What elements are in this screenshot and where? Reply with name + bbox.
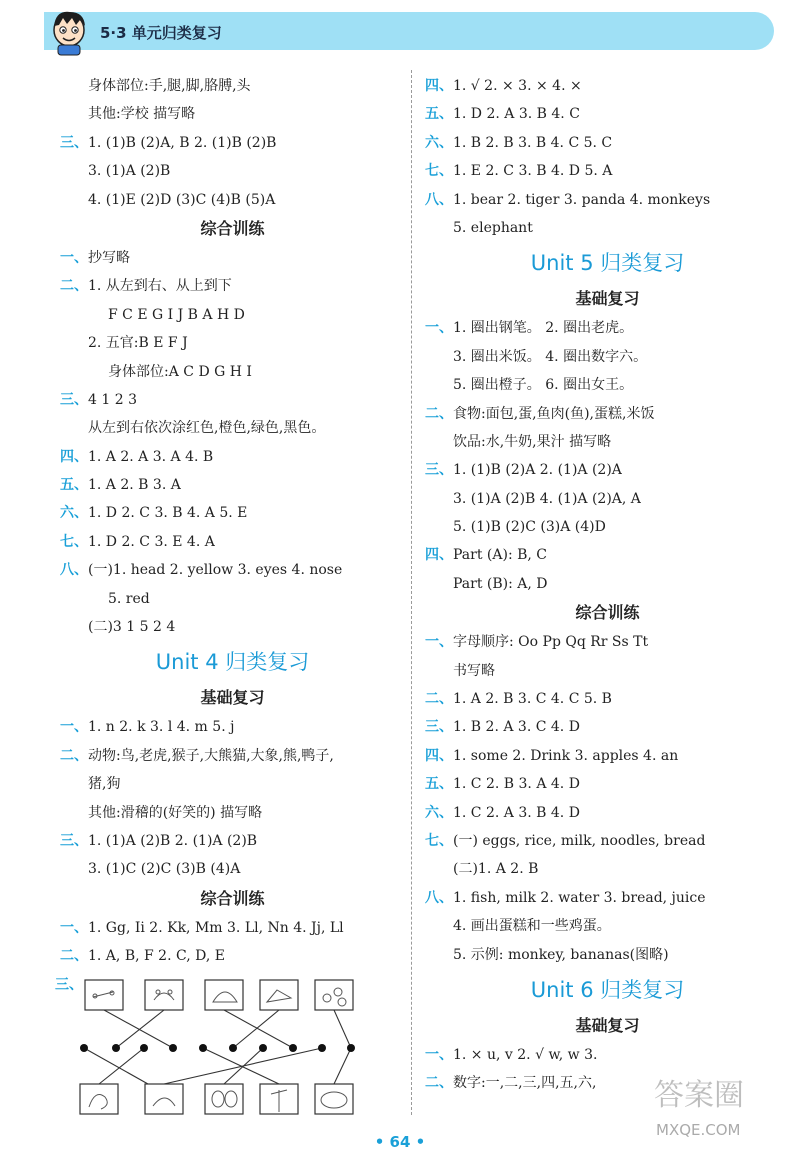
answer-text: 1. some 2. Drink 3. apples 4. an: [453, 747, 679, 764]
answer-text: 1. Gg, Ii 2. Kk, Mm 3. Ll, Nn 4. Jj, Ll: [88, 919, 344, 936]
answer-line: [425, 570, 790, 598]
answer-text: 动物:鸟,老虎,猴子,大熊猫,大象,熊,鸭子,: [88, 747, 334, 764]
question-number: 四、: [60, 448, 88, 465]
question-number: 二、: [60, 948, 88, 965]
answer-text: 1. A 2. B 3. A: [88, 477, 181, 494]
match-dot: [112, 1044, 120, 1052]
answer-text: 1. fish, milk 2. water 3. bread, juice: [453, 889, 706, 906]
answer-line: [425, 485, 790, 513]
answer-text: 抄写略: [88, 249, 130, 266]
answer-line: [425, 912, 790, 940]
question-number: 二、: [425, 1075, 453, 1092]
answer-line: [60, 942, 405, 970]
answer-text: 1. (1)B (2)A 2. (1)A (2)A: [453, 462, 622, 479]
answer-text: 1. 从左到右、从上到下: [88, 278, 232, 295]
answer-line: [60, 329, 405, 357]
question-number: 一、: [425, 634, 453, 651]
answer-text: 2. 五官:B E F J: [88, 335, 188, 352]
question-number: 三、: [60, 391, 88, 408]
answer-text: (二)3 1 5 2 4: [88, 619, 176, 636]
question-number: 八、: [425, 889, 453, 906]
answer-text: (一) eggs, rice, milk, noodles, bread: [453, 832, 706, 849]
question-number: 一、: [60, 919, 88, 936]
question-number: 二、: [425, 691, 453, 708]
answer-text: 5. 示例: monkey, bananas(图略): [453, 946, 669, 963]
match-dot: [199, 1044, 207, 1052]
answer-text: 1. D 2. A 3. B 4. C: [453, 106, 580, 123]
question-number: 五、: [425, 776, 453, 793]
answer-line: [60, 301, 405, 329]
answer-text: 1. D 2. C 3. E 4. A: [88, 533, 215, 550]
page-number: • 64 •: [374, 1133, 426, 1151]
answer-line: [60, 157, 405, 185]
question-number: 二、: [425, 405, 453, 422]
answer-line: [425, 685, 790, 713]
answer-line: [425, 541, 790, 569]
section-title: 综合训练: [200, 888, 265, 908]
answer-text: 书写略: [453, 662, 495, 679]
section-title: 基础复习: [575, 1015, 640, 1035]
answer-line: [425, 855, 790, 883]
answer-text: 5. 圈出橙子。 6. 圈出女王。: [453, 377, 634, 394]
answer-text: F C E G I J B A H D: [108, 306, 245, 323]
answer-text: 5. elephant: [453, 219, 533, 236]
unit-title: Unit 6 归类复习: [530, 977, 685, 1002]
answer-line: [60, 72, 405, 100]
watermark-line1: 答案圈: [654, 1078, 744, 1113]
answer-line: [60, 272, 405, 300]
matching-diagram: [55, 972, 395, 1122]
answer-text: (一)1. head 2. yellow 3. eyes 4. nose: [88, 562, 343, 579]
answer-text: 数字:一,二,三,四,五,六,: [453, 1075, 597, 1092]
page-header: [0, 0, 800, 62]
boy-mascot-icon: [46, 8, 92, 56]
left-column: [60, 72, 405, 971]
answer-text: 1. × u, v 2. √ w, w 3.: [453, 1046, 598, 1063]
answer-line: [60, 914, 405, 942]
answer-text: 3. (1)A (2)B 4. (1)A (2)A, A: [453, 490, 641, 507]
answer-text: 字母顺序: Oo Pp Qq Rr Ss Tt: [453, 634, 649, 651]
answer-line: [425, 371, 790, 399]
picture-box: [145, 1084, 183, 1114]
answer-text: 身体部位:手,腿,脚,胳膊,头: [88, 78, 251, 94]
picture-box: [145, 980, 183, 1010]
question-number: 一、: [60, 249, 88, 266]
match-dot: [140, 1044, 148, 1052]
answer-line: [425, 343, 790, 371]
question-number: 三、: [60, 832, 88, 849]
answer-text: Part (B): A, D: [453, 575, 548, 592]
answer-line: [425, 657, 790, 685]
answer-line: [60, 742, 405, 770]
answer-text: 4. (1)E (2)D (3)C (4)B (5)A: [88, 191, 276, 208]
picture-box: [80, 1084, 118, 1114]
answer-line: [425, 941, 790, 969]
question-number: 一、: [60, 719, 88, 736]
answer-text: Part (A): B, C: [453, 547, 548, 564]
question-number: 七、: [425, 832, 453, 849]
answer-line: [425, 186, 790, 214]
watermark-line2: MXQE.COM: [656, 1121, 741, 1139]
answer-line: [425, 214, 790, 242]
answer-line: [60, 799, 405, 827]
question-number: 七、: [425, 163, 453, 180]
answer-line: [60, 100, 405, 128]
answer-text: 1. 圈出钢笔。 2. 圈出老虎。: [453, 320, 634, 337]
answer-line: [425, 713, 790, 741]
answer-line: [60, 443, 405, 471]
answer-text: 3. (1)A (2)B: [88, 163, 171, 180]
question-number: 六、: [425, 804, 453, 821]
answer-text: 1. A 2. A 3. A 4. B: [88, 448, 214, 465]
answer-line: [60, 528, 405, 556]
match-dot: [289, 1044, 297, 1052]
question-number: 八、: [60, 562, 88, 579]
header-title: 5·3 单元归类复习: [100, 24, 222, 42]
answer-line: [425, 129, 790, 157]
right-column: [425, 72, 790, 1098]
question-number: 五、: [60, 477, 88, 494]
answer-text: 身体部位:A C D G H I: [108, 363, 252, 380]
answer-line: [425, 513, 790, 541]
answer-line: [425, 770, 790, 798]
picture-box: [205, 980, 243, 1010]
section-title: 基础复习: [200, 688, 265, 708]
answer-line: [425, 72, 790, 100]
question-number: 四、: [425, 78, 453, 94]
answer-line: [60, 186, 405, 214]
answer-text: 5. (1)B (2)C (3)A (4)D: [453, 519, 606, 536]
answer-text: 1. A, B, F 2. C, D, E: [88, 948, 225, 965]
column-divider: [411, 70, 412, 1115]
answer-line: [60, 855, 405, 883]
answer-text: 3. (1)C (2)C (3)B (4)A: [88, 861, 241, 878]
question-number: 五、: [425, 106, 453, 123]
answer-line: [60, 585, 405, 613]
question-number: 二、: [60, 278, 88, 295]
unit-title: Unit 5 归类复习: [530, 251, 685, 276]
answer-line: [425, 428, 790, 456]
answer-line: [60, 358, 405, 386]
answer-text: 4. 画出蛋糕和一些鸡蛋。: [453, 918, 611, 935]
match-dot: [318, 1044, 326, 1052]
answer-text: 从左到右依次涂红色,橙色,绿色,黑色。: [88, 420, 326, 437]
section-title: 综合训练: [575, 603, 640, 623]
answer-line: [425, 628, 790, 656]
question-number: 一、: [425, 320, 453, 337]
match-dot: [229, 1044, 237, 1052]
picture-box: [260, 980, 298, 1010]
picture-box: [85, 980, 123, 1010]
answer-line: [425, 400, 790, 428]
unit-title: Unit 4 归类复习: [155, 650, 310, 675]
answer-text: 1. (1)B (2)A, B 2. (1)B (2)B: [88, 134, 277, 151]
answer-text: 其他:学校 描写略: [88, 106, 196, 123]
answer-line: [60, 414, 405, 442]
answer-text: 1. D 2. C 3. B 4. A 5. E: [88, 505, 248, 522]
answer-line: [425, 157, 790, 185]
question-number: 四、: [425, 747, 453, 764]
matching-exercise: [55, 972, 395, 1122]
answer-line: [60, 613, 405, 641]
answer-line: [425, 827, 790, 855]
question-number: 四、: [425, 547, 453, 564]
answer-line: [425, 314, 790, 342]
question-number: 七、: [60, 533, 88, 550]
question-number: 三、: [425, 719, 453, 736]
question-number: 三、: [60, 134, 88, 151]
answer-text: 饮品:水,牛奶,果汁 描写略: [453, 433, 612, 450]
answer-text: (二)1. A 2. B: [453, 861, 539, 878]
match-dot: [259, 1044, 267, 1052]
answer-text: 1. √ 2. × 3. × 4. ×: [453, 78, 582, 94]
question-number: 一、: [425, 1046, 453, 1063]
answer-text: 4 1 2 3: [88, 391, 137, 408]
answer-line: [60, 770, 405, 798]
match-dot: [347, 1044, 355, 1052]
answer-text: 1. B 2. B 3. B 4. C 5. C: [453, 134, 613, 151]
answer-line: [60, 129, 405, 157]
question-number: 二、: [60, 747, 88, 764]
match-dot: [169, 1044, 177, 1052]
answer-text: 3. 圈出米饭。 4. 圈出数字六。: [453, 348, 648, 365]
answer-line: [60, 827, 405, 855]
answer-text: 猪,狗: [88, 776, 121, 793]
answer-line: [425, 799, 790, 827]
answer-line: [425, 742, 790, 770]
answer-line: [60, 713, 405, 741]
answer-text: 其他:滑稽的(好笑的) 描写略: [88, 804, 263, 821]
answer-line: [425, 884, 790, 912]
answer-text: 1. B 2. A 3. C 4. D: [453, 719, 580, 736]
section-title: 基础复习: [575, 289, 640, 309]
answer-text: 1. n 2. k 3. l 4. m 5. j: [88, 719, 235, 736]
question-number: 八、: [425, 191, 453, 208]
answer-text: 1. A 2. B 3. C 4. C 5. B: [453, 691, 612, 708]
answer-text: 5. red: [108, 590, 150, 607]
section-title: 综合训练: [200, 218, 265, 238]
answer-line: [60, 499, 405, 527]
match-dot: [80, 1044, 88, 1052]
answer-line: [60, 386, 405, 414]
question-number: 三、: [425, 462, 453, 479]
answer-text: 1. C 2. A 3. B 4. D: [453, 804, 580, 821]
answer-line: [60, 556, 405, 584]
question-number: 六、: [425, 134, 453, 151]
matching-label: 三、: [55, 977, 83, 993]
answer-line: [425, 100, 790, 128]
answer-line: [60, 244, 405, 272]
answer-text: 1. (1)A (2)B 2. (1)A (2)B: [88, 832, 258, 849]
question-number: 六、: [60, 505, 88, 522]
answer-line: [60, 471, 405, 499]
answer-text: 1. bear 2. tiger 3. panda 4. monkeys: [453, 191, 711, 208]
answer-text: 食物:面包,蛋,鱼肉(鱼),蛋糕,米饭: [453, 405, 655, 422]
picture-box: [315, 980, 353, 1010]
answer-text: 1. C 2. B 3. A 4. D: [453, 776, 580, 793]
answer-line: [425, 456, 790, 484]
answer-text: 1. E 2. C 3. B 4. D 5. A: [453, 163, 613, 180]
